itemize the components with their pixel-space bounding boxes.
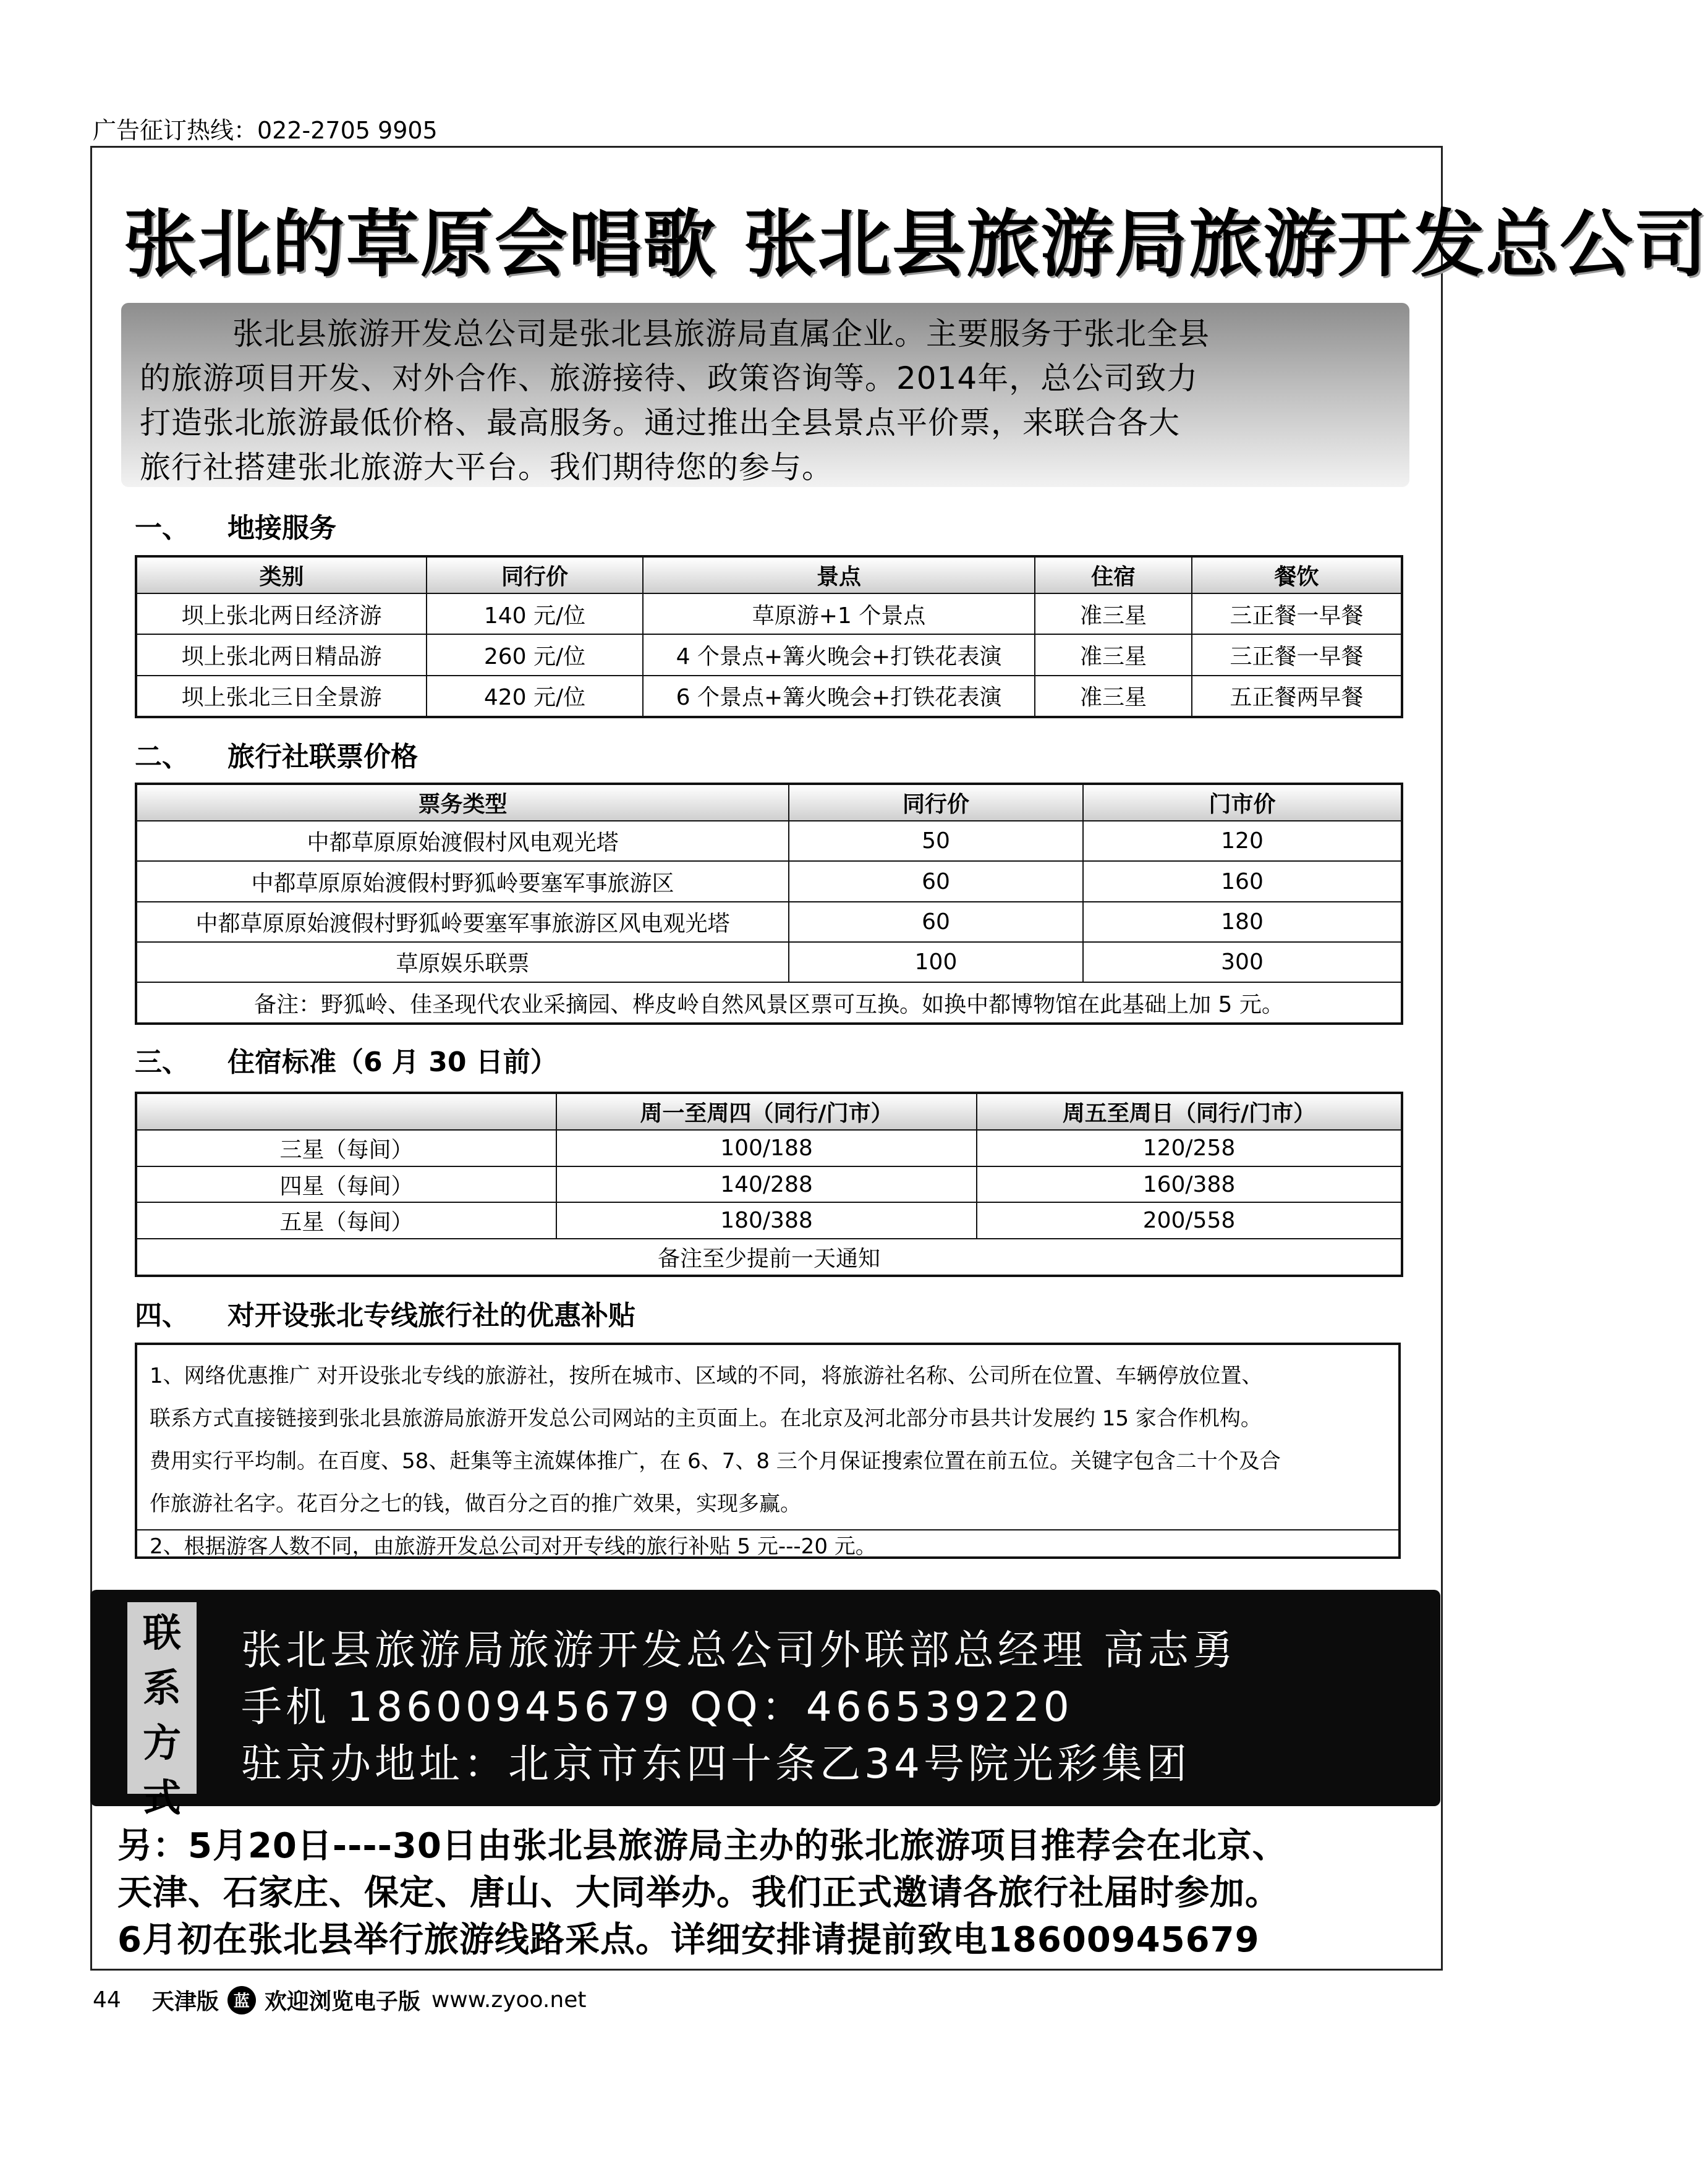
badge-char: 方	[142, 1720, 181, 1765]
section-title: 旅行社联票价格	[227, 741, 418, 773]
table-cell: 四星（每间）	[136, 1166, 556, 1203]
footer-text: 欢迎浏览电子版	[264, 1989, 420, 2014]
section-title: 住宿标准（6 月 30 日前）	[227, 1046, 558, 1078]
table-header	[136, 1093, 556, 1130]
table-cell: 准三星	[1035, 593, 1192, 634]
badge-char: 式	[142, 1775, 181, 1820]
contact-address: 驻京办地址：北京市东四十条乙34号院光彩集团	[241, 1740, 1191, 1788]
table-cell: 140 元/位	[427, 593, 643, 634]
table-note-row	[136, 982, 1402, 1024]
table-cell: 60	[789, 861, 1083, 901]
table-cell: 五正餐两早餐	[1192, 676, 1402, 718]
table-cell: 120	[1083, 821, 1402, 861]
section-title: 地接服务	[227, 512, 336, 544]
notice-line: 天津、石家庄、保定、唐山、大同举办。我们正式邀请各旅行社届时参加。	[117, 1873, 1280, 1913]
footer-url[interactable]: www.zyoo.net	[431, 1987, 587, 2013]
intro-line: 旅行社搭建张北旅游大平台。我们期待您的参与。	[140, 449, 833, 485]
section-heading-2	[135, 734, 418, 774]
subsidy-box	[135, 1343, 1401, 1559]
subsidy-item-2: 2、根据游客人数不同，由旅游开发总公司对开专线的旅行补贴 5 元---20 元。	[150, 1534, 877, 1559]
table-row	[136, 1130, 1402, 1166]
section-heading-3	[135, 1040, 558, 1079]
table-cell: 260 元/位	[427, 634, 643, 675]
intro-line: 打造张北旅游最低价格、最高服务。通过推出全县景点平价票，来联合各大	[140, 405, 1180, 441]
table-cell: 坝上张北两日经济游	[136, 593, 427, 634]
contact-badge	[127, 1602, 197, 1820]
table-note: 备注：野狐岭、佳圣现代农业采摘园、桦皮岭自然风景区票可互换。如换中都博物馆在此基础上加 5 元。	[136, 982, 1402, 1024]
table-cell: 100	[789, 942, 1083, 982]
page-title: 张北的草原会唱歌 张北县旅游局旅游开发总公司	[124, 202, 1708, 287]
table-cell: 180/388	[556, 1202, 977, 1239]
badge-char: 联	[142, 1610, 181, 1655]
table-row	[136, 902, 1402, 942]
table-cell: 6 个景点+篝火晚会+打铁花表演	[643, 676, 1035, 718]
notice-line: 6月初在张北县举行旅游线路采点。详细安排请提前致电18600945679	[117, 1920, 1260, 1960]
ad-hotline: 广告征订热线：022-2705 9905	[93, 117, 438, 144]
subsidy-line: 费用实行平均制。在百度、58、赶集等主流媒体推广，在 6、7、8 三个月保证搜索位置在前五位。关键字包含二十个及合	[150, 1449, 1281, 1474]
ground-service-table	[135, 555, 1403, 718]
page-number: 44	[93, 1987, 121, 2013]
table-cell: 五星（每间）	[136, 1202, 556, 1239]
table-row	[136, 634, 1402, 675]
intro-line: 张北县旅游开发总公司是张北县旅游局直属企业。主要服务于张北全县	[232, 316, 1210, 352]
subsidy-line: 1、网络优惠推广 对开设张北专线的旅游社，按所在城市、区域的不同，将旅游社名称、公司所在位置、车辆停放位置、	[150, 1364, 1263, 1388]
table-cell: 中都草原原始渡假村野狐岭要塞军事旅游区风电观光塔	[136, 902, 789, 942]
table-note-row	[136, 1239, 1402, 1276]
table-cell: 草原娱乐联票	[136, 942, 789, 982]
table-header: 类别	[136, 556, 427, 593]
subsidy-item-1	[137, 1345, 1398, 1530]
intro-panel	[121, 303, 1409, 487]
table-cell: 草原游+1 个景点	[643, 593, 1035, 634]
section-number: 二、	[135, 741, 189, 773]
notice-line: 另：5月20日----30日由张北县旅游局主办的张北旅游项目推荐会在北京、	[117, 1826, 1288, 1866]
table-cell: 120/258	[977, 1130, 1402, 1166]
table-header: 同行价	[427, 556, 643, 593]
edition-label: 天津版	[151, 1989, 219, 2014]
table-cell: 中都草原原始渡假村风电观光塔	[136, 821, 789, 861]
table-header: 周五至周日（同行/门市）	[977, 1093, 1402, 1130]
table-header: 票务类型	[136, 784, 789, 821]
subsidy-line: 作旅游社名字。花百分之七的钱，做百分之百的推广效果，实现多赢。	[150, 1492, 801, 1516]
table-header: 景点	[643, 556, 1035, 593]
table-cell: 100/188	[556, 1130, 977, 1166]
table-header: 住宿	[1035, 556, 1192, 593]
table-cell: 50	[789, 821, 1083, 861]
table-cell: 三星（每间）	[136, 1130, 556, 1166]
table-header: 餐饮	[1192, 556, 1402, 593]
table-cell: 准三星	[1035, 634, 1192, 675]
table-note: 备注至少提前一天通知	[136, 1239, 1402, 1276]
subsidy-line: 联系方式直接链接到张北县旅游局旅游开发总公司网站的主页面上。在北京及河北部分市县共计发展约 15 家合作机构。	[150, 1406, 1262, 1431]
table-row	[136, 861, 1402, 901]
table-cell: 4 个景点+篝火晚会+打铁花表演	[643, 634, 1035, 675]
contact-manager: 张北县旅游局旅游开发总公司外联部总经理 高志勇	[241, 1626, 1237, 1674]
section-number: 三、	[135, 1046, 189, 1078]
section-title: 对开设张北专线旅行社的优惠补贴	[227, 1300, 635, 1331]
intro-line: 的旅游项目开发、对外合作、旅游接待、政策咨询等。2014年，总公司致力	[140, 360, 1199, 396]
table-cell: 三正餐一早餐	[1192, 634, 1402, 675]
contact-panel	[90, 1590, 1440, 1820]
section-number: 四、	[135, 1300, 189, 1331]
table-cell: 准三星	[1035, 676, 1192, 718]
contact-phone: 手机 18600945679 QQ：466539220	[241, 1683, 1073, 1731]
table-cell: 60	[789, 902, 1083, 942]
table-cell: 180	[1083, 902, 1402, 942]
table-cell: 三正餐一早餐	[1192, 593, 1402, 634]
table-row	[136, 593, 1402, 634]
table-row	[136, 821, 1402, 861]
table-cell: 中都草原原始渡假村野狐岭要塞军事旅游区	[136, 861, 789, 901]
combo-ticket-table	[135, 783, 1403, 1025]
table-cell: 160	[1083, 861, 1402, 901]
table-row	[136, 1202, 1402, 1239]
table-row	[136, 1166, 1402, 1203]
table-cell: 坝上张北三日全景游	[136, 676, 427, 718]
page-footer	[93, 1984, 586, 2016]
section-heading-4	[135, 1293, 635, 1333]
table-row	[136, 676, 1402, 718]
table-cell: 300	[1083, 942, 1402, 982]
accommodation-table	[135, 1092, 1403, 1277]
table-cell: 140/288	[556, 1166, 977, 1203]
lan-logo-icon: 蓝	[227, 1986, 256, 2014]
table-cell: 200/558	[977, 1202, 1402, 1239]
section-number: 一、	[135, 512, 189, 544]
table-cell: 160/388	[977, 1166, 1402, 1203]
table-cell: 420 元/位	[427, 676, 643, 718]
table-cell: 坝上张北两日精品游	[136, 634, 427, 675]
badge-char: 系	[142, 1665, 181, 1710]
table-header: 门市价	[1083, 784, 1402, 821]
table-row	[136, 942, 1402, 982]
table-header: 周一至周四（同行/门市）	[556, 1093, 977, 1130]
table-header: 同行价	[789, 784, 1083, 821]
section-heading-1	[135, 506, 336, 545]
